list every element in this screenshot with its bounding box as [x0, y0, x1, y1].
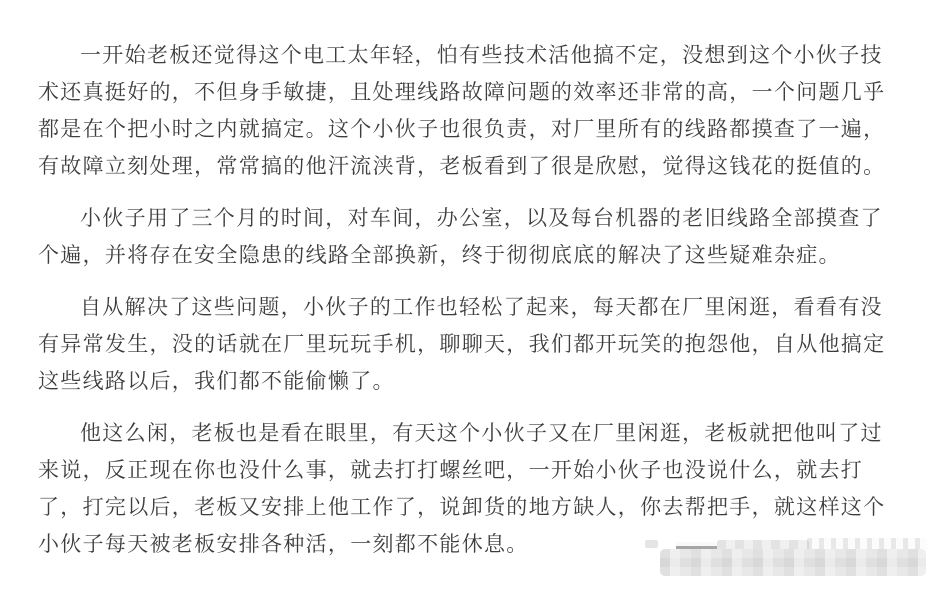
- paragraph-3: 自从解决了这些问题，小伙子的工作也轻松了起来，每天都在厂里闲逛，看看有没有异常发生，没的话就在厂里玩玩手机，聊聊天，我们都开玩笑的抱怨他，自从他搞定这些线路以后，我们都不能偷懒了。: [38, 296, 886, 393]
- paragraph-4: 他这么闲，老板也是看在眼里，有天这个小伙子又在厂里闲逛，老板就把他叫了过来说，反正现在你也没什么事，就去打打螺丝吧，一开始小伙子也没说什么，就去打了，打完以后，老板又安排上他工作了，说卸货的地方缺人，你去帮把手，就这样这个小伙子每天被老板安排各种活，一刻都不能休息。: [38, 422, 886, 556]
- paragraph-2: 小伙子用了三个月的时间，对车间，办公室，以及每台机器的老旧线路全部摸查了个遍，并将存在安全隐患的线路全部换新，终于彻彻底底的解决了这些疑难杂症。: [38, 207, 883, 267]
- paragraph-1: 一开始老板还觉得这个电工太年轻，怕有些技术活他搞不定，没想到这个小伙子技术还真挺好的，不但身手敏捷，且处理线路故障问题的效率还非常的高，一个问题几乎都是在个把小时之内就搞定。这个小伙子也很负责，对厂里所有的线路都摸查了一遍，有故障立刻处理，常常搞的他汗流浃背，老板看到了很是欣慰，觉得这钱花的挺值的。: [38, 44, 886, 178]
